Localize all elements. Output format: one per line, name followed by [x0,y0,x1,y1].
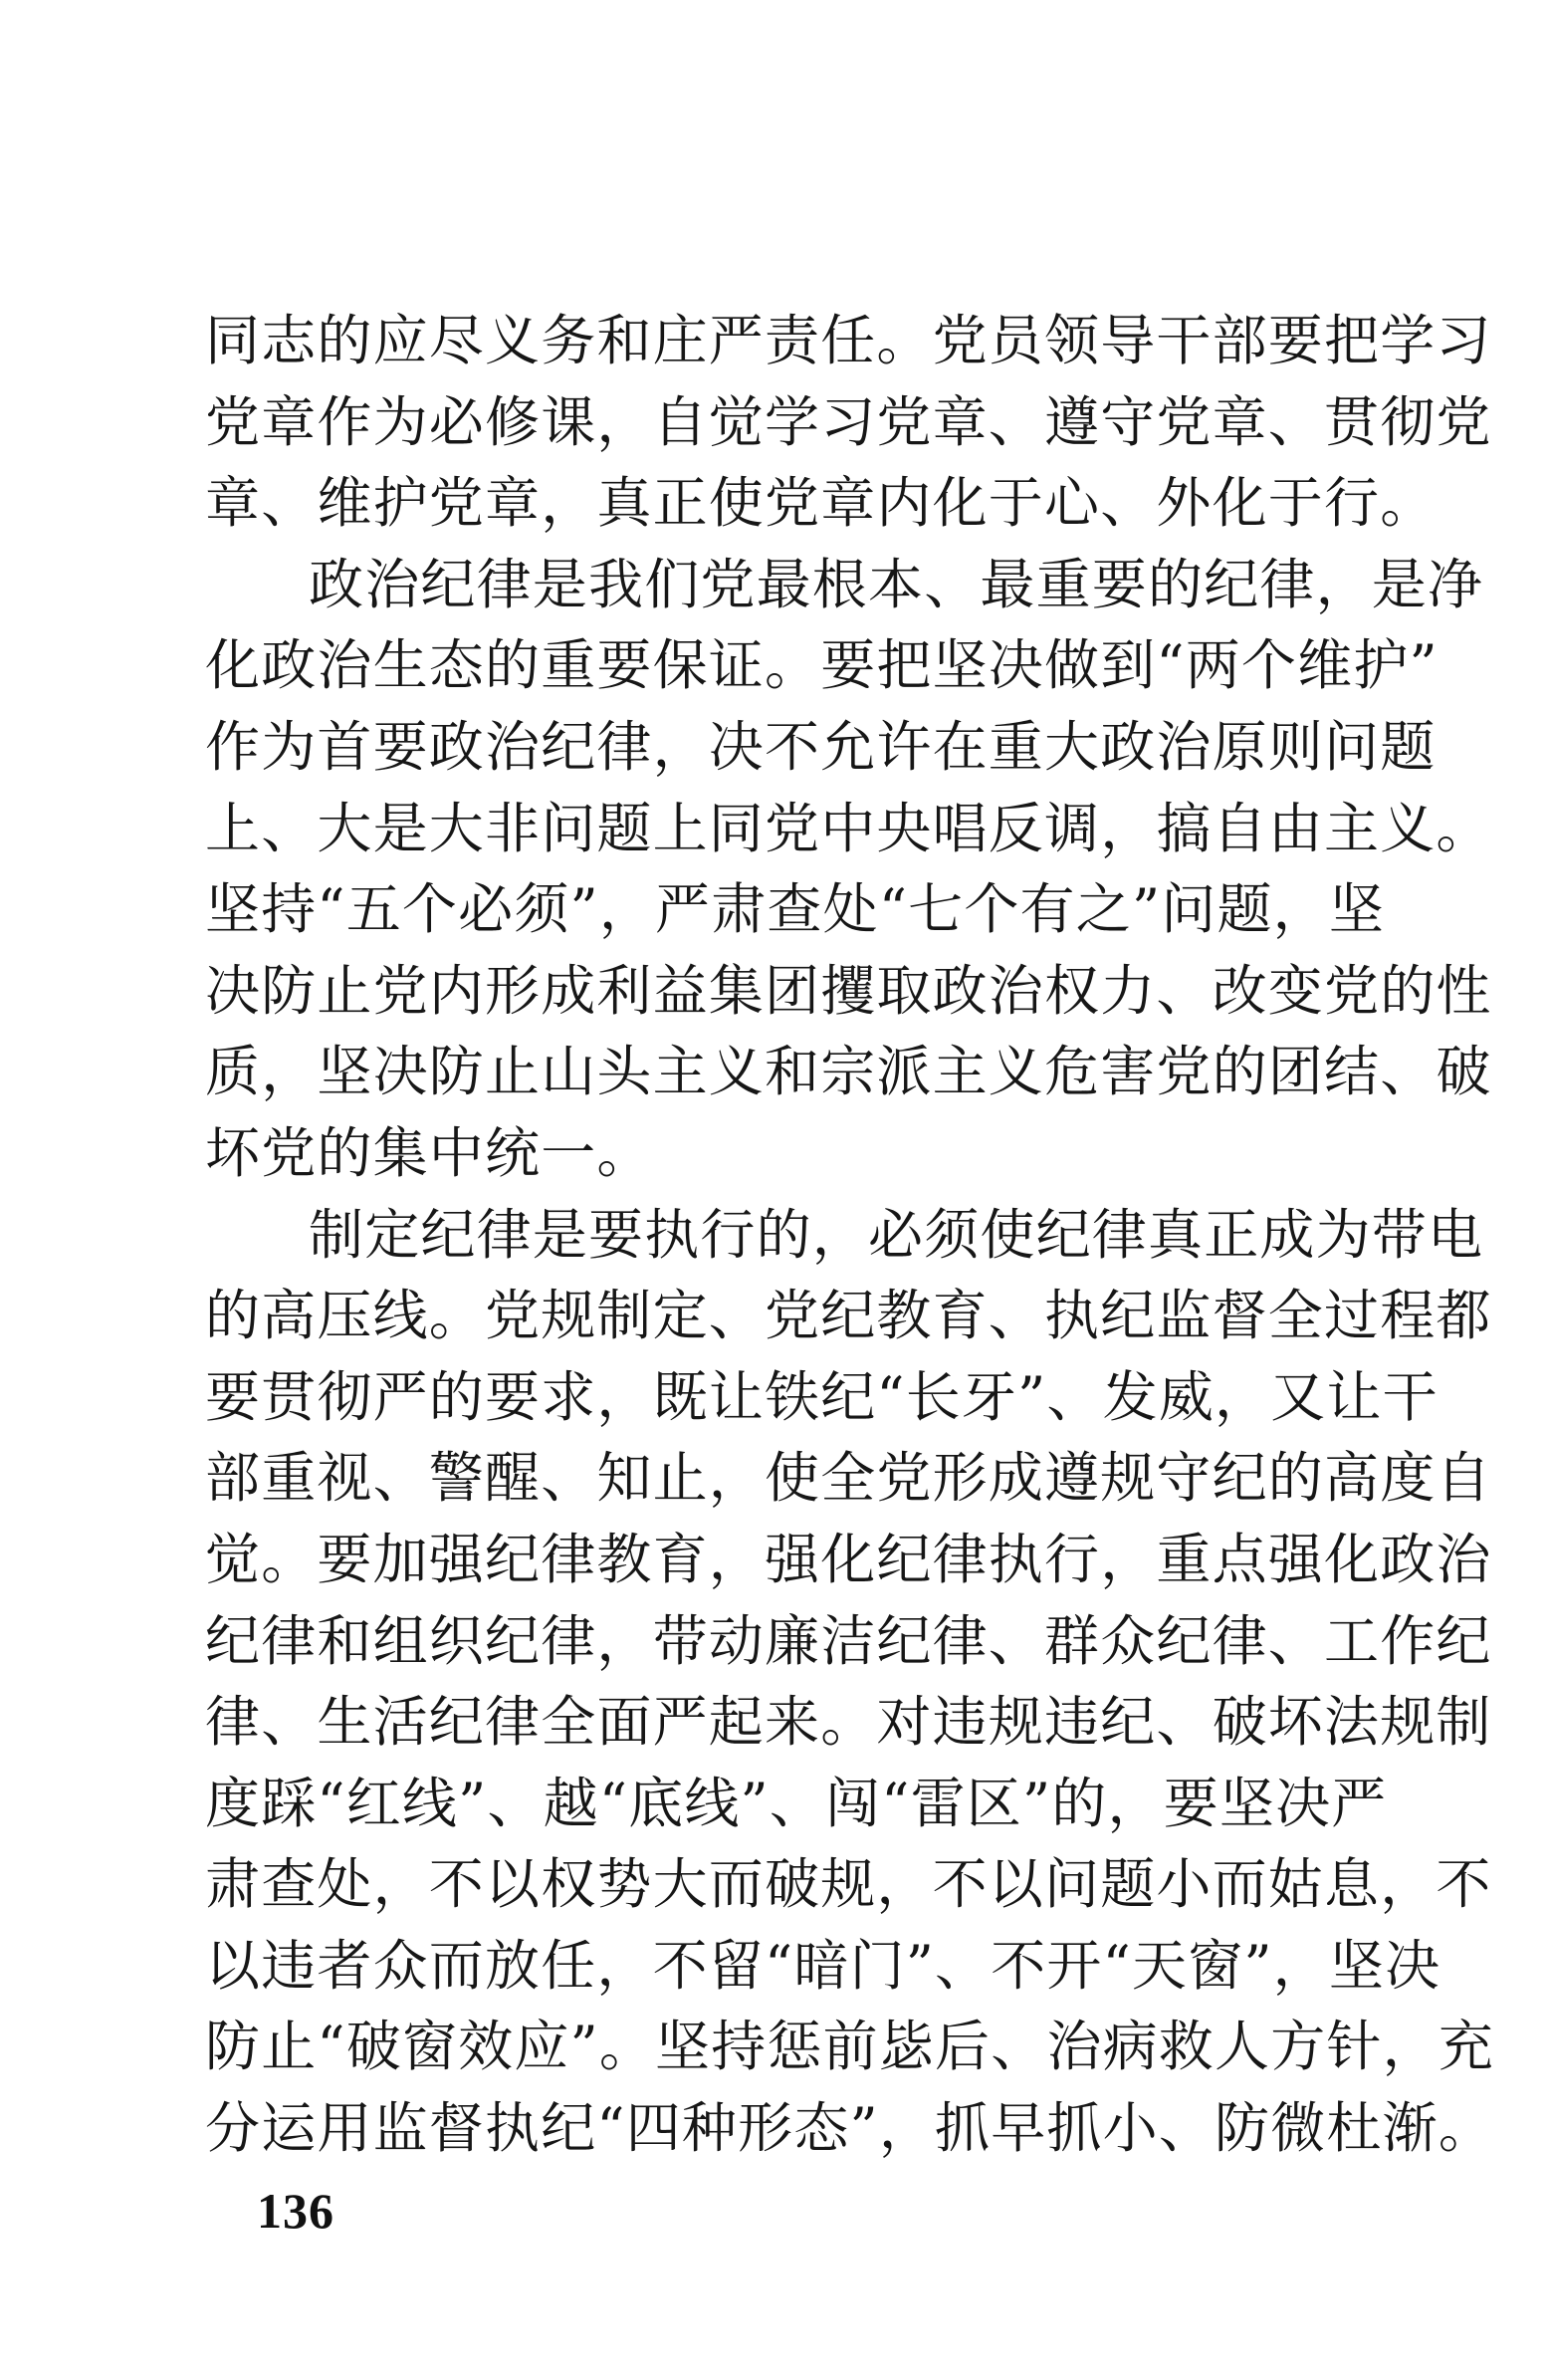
text-line: 分运用监督执纪“四种形态”，抓早抓小、防微杜渐。 [205,2096,1495,2161]
text-line: 肃查处，不以权势大而破规，不以问题小而姑息，不 [205,1852,1492,1917]
text-line: 坏党的集中统一。 [205,1120,653,1185]
text-line: 部重视、警醒、知止，使全党形成遵规守纪的高度自 [205,1446,1492,1511]
text-line: 政治纪律是我们党最根本、最重要的纪律，是净 [309,552,1484,616]
text-line: 以违者众而放任，不留“暗门”、不开“天窗”，坚决 [205,1933,1441,1998]
text-line: 作为首要政治纪律，决不允许在重大政治原则问题 [205,714,1437,779]
text-line: 制定纪律是要执行的，必须使纪律真正成为带电 [309,1202,1484,1267]
text-line: 度踩“红线”、越“底线”、闯“雷区”的，要坚决严 [205,1771,1388,1835]
text-line: 化政治生态的重要保证。要把坚决做到“两个维护” [205,633,1439,698]
text-line: 章、维护党章，真正使党章内化于心、外化于行。 [205,471,1437,536]
body-text [205,301,1495,2170]
text-line: 党章作为必修课，自觉学习党章、遵守党章、贯彻党 [205,389,1492,454]
text-line: 坚持“五个必须”，严肃查处“七个有之”问题，坚 [205,877,1386,942]
text-line: 上、大是大非问题上同党中央唱反调，搞自由主义。 [205,796,1492,860]
text-line: 决防止党内形成利益集团攫取政治权力、改变党的性 [205,958,1492,1023]
text-line: 的高压线。党规制定、党纪教育、执纪监督全过程都 [205,1284,1492,1348]
text-line: 防止“破窗效应”。坚持惩前毖后、治病救人方针，充 [205,2015,1495,2079]
text-line: 律、生活纪律全面严起来。对违规违纪、破坏法规制 [205,1690,1492,1755]
text-line: 要贯彻严的要求，既让铁纪“长牙”、发威，又让干 [205,1364,1439,1429]
text-line: 觉。要加强纪律教育，强化纪律执行，重点强化政治 [205,1527,1492,1591]
text-line: 纪律和组织纪律，带动廉洁纪律、群众纪律、工作纪 [205,1608,1492,1673]
text-line: 同志的应尽义务和庄严责任。党员领导干部要把学习 [205,309,1492,372]
text-line: 质，坚决防止山头主义和宗派主义危害党的团结、破 [205,1040,1492,1104]
page-number: 136 [257,2183,334,2239]
